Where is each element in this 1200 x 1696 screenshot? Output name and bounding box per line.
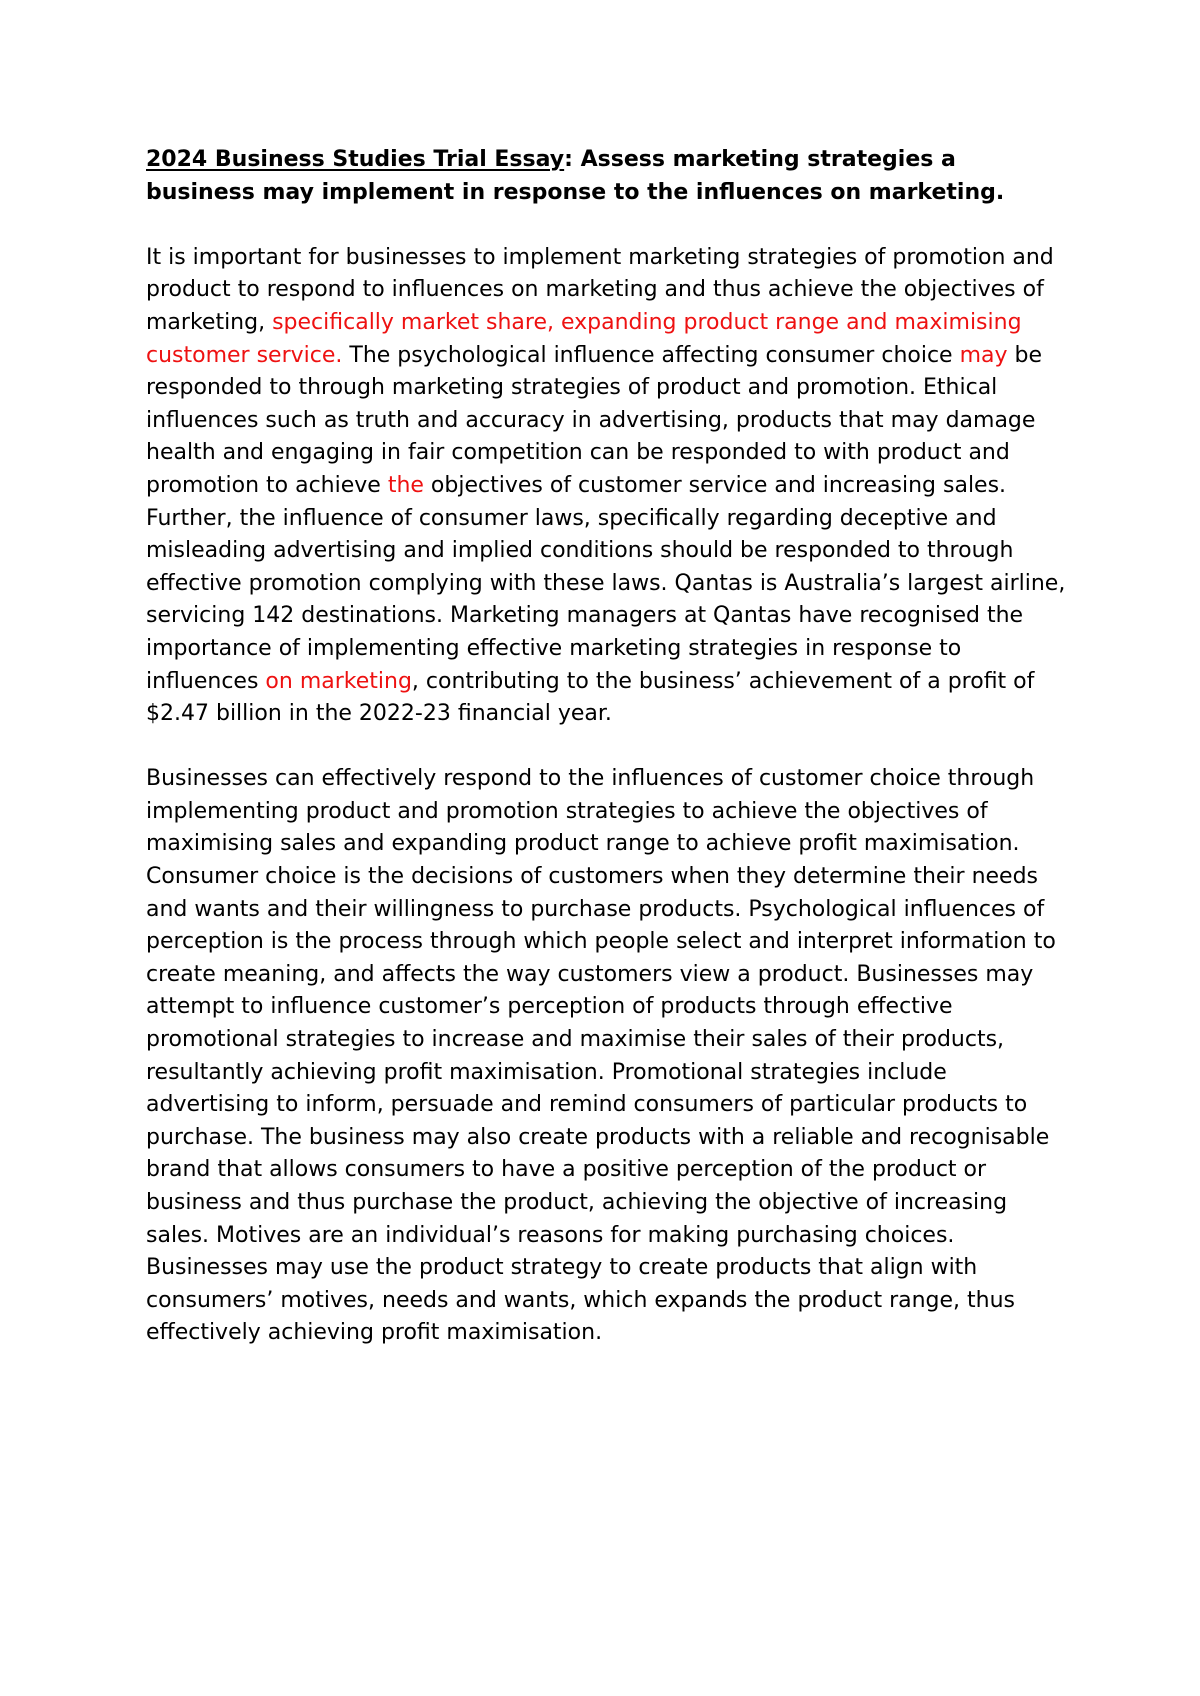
- highlighted-text: on marketing: [265, 668, 412, 694]
- essay-title: [146, 144, 1068, 209]
- text-segment: The psychological influence affecting consumer choice: [342, 342, 960, 368]
- text-segment: Businesses can effectively respond to the influences of customer choice through implementing product and promotion strategies to achieve the objectives of maximising sales and expanding product range to achieve profit maximisation. Consumer choice is the decisions of customers when they determine their needs and wants and their willingness to purchase products. Psychological influences of perception is the process through which people select and interpret information to create meaning, and affects the way customers view a product. Businesses may attempt to influence customer’s perception of products through effective promotional strategies to increase and maximise their sales of their products, resultantly achieving profit maximisation. Promotional strategies include advertising to inform, persuade and remind consumers of particular products to purchase. The business may also create products with a reliable and recognisable brand that allows consumers to have a positive perception of the product or business and thus purchase the product, achieving the objective of increasing sales. Motives are an individual’s reasons for making purchasing choices. Businesses may use the product strategy to create products that align with consumers’ motives, needs and wants, which expands the product range, thus effectively achieving profit maximisation.: [146, 766, 1056, 1346]
- highlighted-text: may: [959, 342, 1008, 368]
- text-segment: , contributing to the business’ achievement of a profit of $2.47 billion in the 2022-23 financial year.: [146, 668, 1035, 727]
- highlighted-text: specifically market share, expanding product range and maximising customer service.: [146, 309, 1022, 368]
- text-segment: It is important for businesses to implement marketing strategies of promotion and product to respond to influences on marketing and thus achieve the objectives of marketing,: [146, 244, 1054, 335]
- essay-title-underlined: 2024 Business Studies Trial Essay: [146, 147, 565, 172]
- text-segment: objectives of customer service and increasing sales. Further, the influence of consumer laws, specifically regarding deceptive and misleading advertising and implied conditions should be responded to through effective promotion complying with these laws. Qantas is Australia’s largest airline, servicing 142 destinations. Marketing managers at Qantas have recognised the importance of implementing effective marketing strategies in response to influences: [146, 472, 1066, 694]
- paragraph-introduction: [146, 242, 1068, 731]
- essay-content: [146, 144, 1068, 1350]
- essay-title-question: : Assess marketing strategies a business may implement in response to the influences on marketing.: [146, 147, 1005, 205]
- paragraph-body-consumer-choice: [146, 763, 1068, 1350]
- text-segment: be responded to through marketing strategies of product and promotion. Ethical influences such as truth and accuracy in advertising, products that may damage health and engaging in fair competition can be responded to with product and promotion to achieve: [146, 342, 1043, 498]
- highlighted-text: the: [387, 472, 424, 498]
